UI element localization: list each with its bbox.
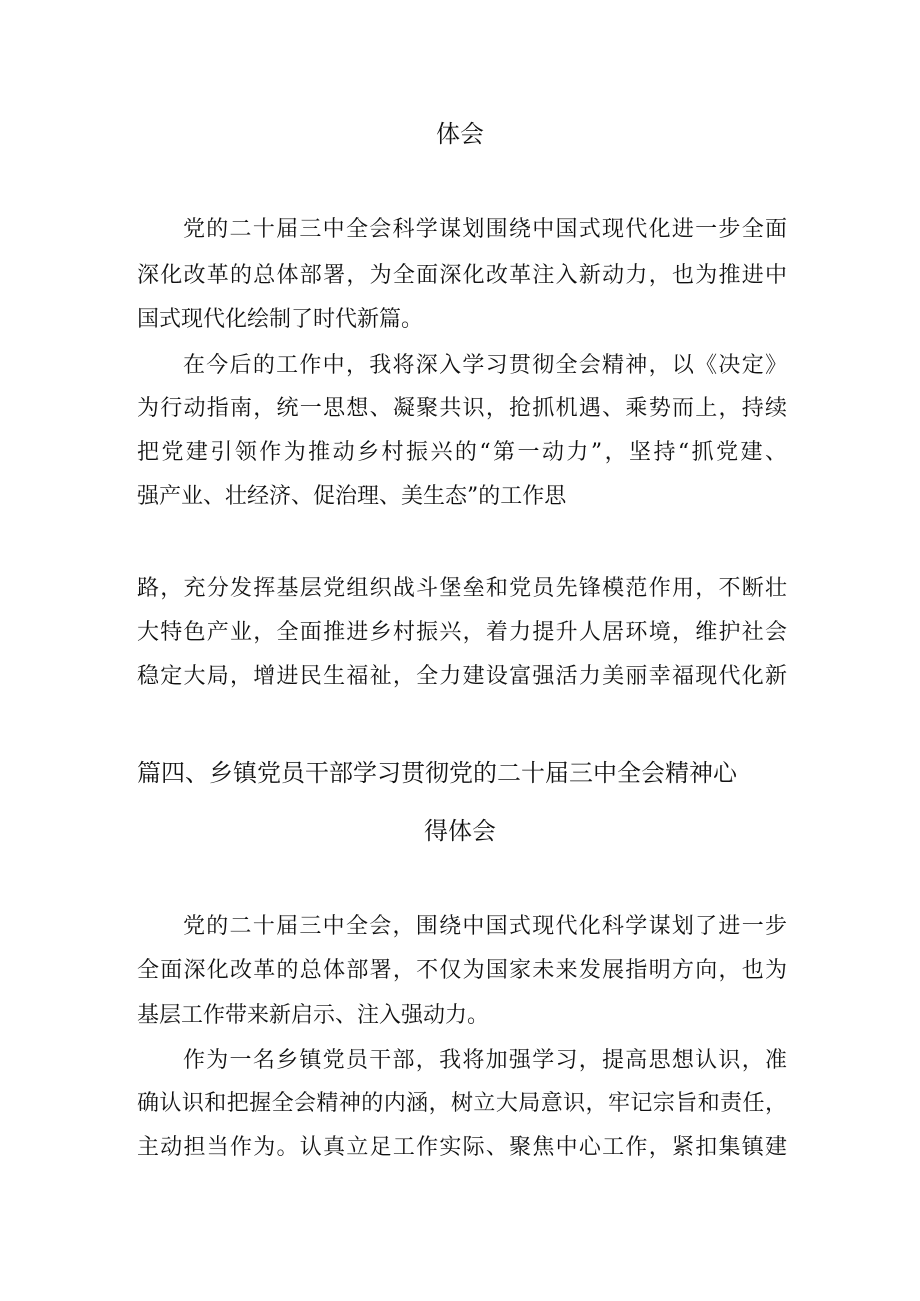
paragraph-line: 深化改革的总体部署，为全面深化改革注入新动力，也为推进中 [137,263,787,288]
paragraph-line: 国式现代化绘制了时代新篇。 [137,307,424,332]
paragraph-line: 党的二十届三中全会科学谋划围绕中国式现代化进一步全面 [183,217,787,242]
paragraph-line: 全面深化改革的总体部署，不仅为国家未来发展指明方向，也为 [137,958,787,983]
paragraph-line: 作为一名乡镇党员干部，我将加强学习，提高思想认识，准 [183,1048,787,1073]
section-title-continued: 得体会 [424,817,496,845]
heading-top: 体会 [436,120,484,148]
paragraph-line: 稳定大局，增进民生福祉，全力建设富强活力美丽幸福现代化新 [137,664,787,689]
paragraph-line: 基层工作带来新启示、注入强动力。 [137,1003,490,1028]
paragraph-line: 把党建引领作为推动乡村振兴的“第一动力”，坚持“抓党建、 [137,440,787,465]
section-title: 篇四、乡镇党员干部学习贯彻党的二十届三中全会精神心 [137,759,737,787]
paragraph-line: 大特色产业，全面推进乡村振兴，着力提升人居环境，维护社会 [137,620,787,645]
paragraph-line: 在今后的工作中，我将深入学习贯彻全会精神，以《决定》 [183,353,787,378]
paragraph-line: 强产业、壮经济、促治理、美生态”的工作思 [137,484,567,509]
paragraph-line: 主动担当作为。认真立足工作实际、聚焦中心工作，紧扣集镇建 [137,1135,787,1160]
paragraph-line: 确认识和把握全会精神的内涵，树立大局意识，牢记宗旨和责任， [137,1091,787,1116]
paragraph-line: 党的二十届三中全会，围绕中国式现代化科学谋划了进一步 [183,914,787,939]
paragraph-line: 路，充分发挥基层党组织战斗堡垒和党员先锋模范作用，不断壮 [137,576,787,601]
paragraph-line: 为行动指南，统一思想、凝聚共识，抢抓机遇、乘势而上，持续 [137,396,787,421]
